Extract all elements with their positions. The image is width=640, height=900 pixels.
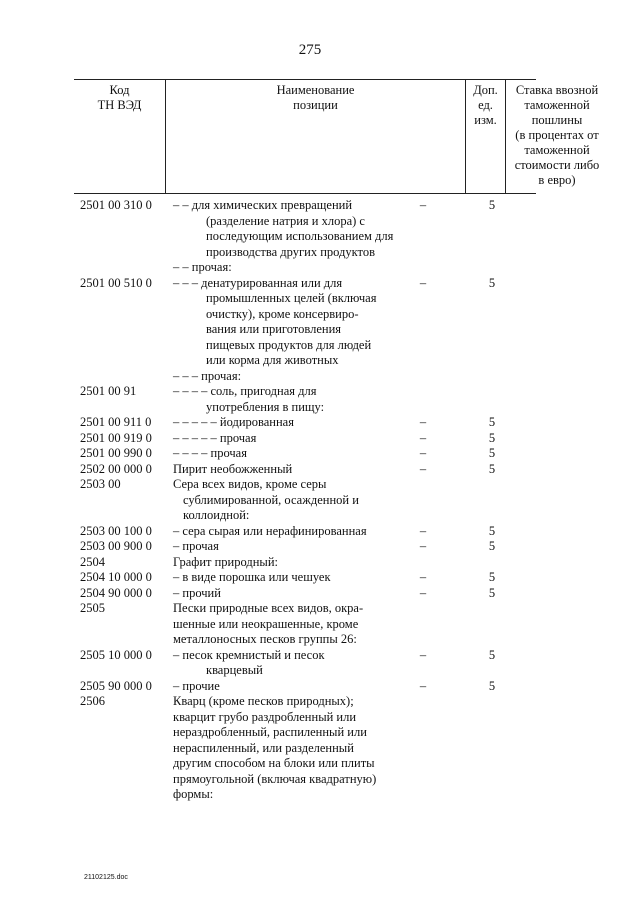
row-name (173, 477, 403, 524)
row-code: 2501 00 510 0 (80, 275, 152, 290)
header-name-line: позиции (293, 98, 338, 112)
row-name (173, 555, 403, 571)
row-unit: – (419, 430, 427, 445)
table-body (80, 198, 540, 803)
header-code-cell (74, 80, 166, 193)
table-row (80, 477, 540, 524)
header-unit-cell (466, 80, 506, 193)
row-name-line: или корма для животных (206, 353, 339, 367)
row-name-line: нераспиленный, или разделенный (173, 740, 354, 755)
header-unit-line: изм. (474, 113, 497, 127)
row-unit: – (419, 275, 427, 290)
table-row (80, 446, 540, 462)
table-row (80, 555, 540, 571)
row-name (173, 462, 403, 478)
row-unit: – (419, 523, 427, 538)
table-row (80, 570, 540, 586)
row-code: 2503 00 900 0 (80, 539, 152, 553)
row-name-line: – – для химических превращений (173, 198, 353, 212)
row-name-line: – – – – – йодированная (173, 415, 294, 429)
header-rate-cell (506, 80, 608, 193)
row-code: 2504 (80, 554, 105, 569)
row-code: 2504 90 000 0 (80, 585, 152, 600)
row-name-line: Кварц (кроме песков природных); (173, 694, 354, 708)
row-code: 2502 00 000 0 (80, 461, 152, 476)
row-code: 2501 00 310 0 (80, 198, 152, 212)
row-name (173, 446, 403, 462)
row-code: 2505 (80, 601, 105, 615)
row-code: 2501 00 990 0 (80, 446, 152, 460)
row-name (173, 384, 403, 415)
row-unit: – (419, 539, 427, 553)
table-row (80, 648, 540, 679)
row-name-line: – в виде порошка или чешуек (173, 570, 331, 584)
table-row (80, 524, 540, 540)
header-rate-line: таможенной (524, 98, 590, 112)
header-code-line: Код (109, 83, 130, 97)
table-row (80, 384, 540, 415)
row-name-line: – прочая (173, 539, 219, 553)
row-unit: – (419, 198, 427, 212)
row-name-line: промышленных целей (включая (206, 291, 377, 305)
row-name-line: нераздробленный, распиленный или (173, 725, 367, 739)
row-name-line: – – – – – прочая (173, 430, 257, 445)
row-name-line: – – прочая: (173, 260, 232, 274)
row-name-line: употребления в пищу: (206, 399, 325, 414)
row-name (173, 539, 403, 555)
row-name-line: Пирит необожженный (173, 461, 293, 476)
header-rate-line: в евро) (538, 173, 576, 187)
row-name (173, 415, 403, 431)
table-row (80, 260, 540, 276)
row-name (173, 276, 403, 369)
row-name-line: сублимированной, осажденной и (183, 492, 359, 507)
header-rate-line: пошлины (531, 113, 583, 127)
row-name-line: – прочие (173, 678, 220, 693)
row-name-line: другим способом на блоки или плиты (173, 756, 375, 770)
table-row (80, 431, 540, 447)
row-code: 2501 00 911 0 (80, 415, 152, 429)
header-rate-line: (в процентах от (515, 128, 599, 142)
table-row (80, 539, 540, 555)
row-code: 2503 00 100 0 (80, 523, 152, 538)
header-rate-line: таможенной (524, 143, 590, 157)
row-rate: 5 (488, 275, 496, 290)
header-name-line: Наименование (276, 83, 355, 97)
row-name-line: шенные или неокрашенные, кроме (173, 616, 359, 631)
row-name (173, 648, 403, 679)
row-code: 2501 00 91 (80, 384, 137, 398)
row-unit: – (419, 415, 427, 429)
row-code: 2505 10 000 0 (80, 647, 152, 662)
row-rate: 5 (488, 678, 496, 693)
row-name-line: прямоугольной (включая квадратную) (173, 771, 377, 786)
row-name-line: Сера всех видов, кроме серы (173, 477, 327, 491)
header-unit-line: ед. (478, 98, 493, 112)
row-name-line: металлоносных песков группы 26: (173, 632, 357, 646)
row-name-line: – песок кремнистый и песок (173, 647, 325, 662)
row-rate: 5 (488, 539, 496, 553)
row-name (173, 601, 403, 648)
row-name (173, 260, 403, 276)
table-row (80, 198, 540, 260)
row-name (173, 431, 403, 447)
row-rate: 5 (488, 461, 496, 476)
row-unit: – (419, 461, 427, 476)
row-name (173, 570, 403, 586)
row-name-line: Графит природный: (173, 554, 278, 569)
row-name-line: кварцит грубо раздробленный или (173, 709, 357, 724)
row-name-line: – – – прочая: (173, 368, 242, 383)
row-rate: 5 (488, 430, 496, 445)
header-rate-line: Ставка ввозной (515, 83, 599, 97)
row-name-line: – – – – прочая (173, 446, 247, 460)
row-name (173, 524, 403, 540)
row-code: 2506 (80, 694, 105, 708)
row-name-line: формы: (173, 787, 214, 801)
row-name-line: – сера сырая или нерафинированная (173, 523, 367, 538)
row-name-line: коллоидной: (183, 508, 250, 522)
row-name (173, 369, 403, 385)
row-code: 2503 00 (80, 477, 121, 491)
row-name-line: (разделение натрия и хлора) с (206, 213, 365, 228)
table-row (80, 601, 540, 648)
row-rate: 5 (488, 585, 496, 600)
row-name-line: – – – денатурированная или для (173, 275, 343, 290)
row-name-line: – – – – соль, пригодная для (173, 384, 317, 398)
header-name-cell (166, 80, 466, 193)
table-row (80, 276, 540, 369)
row-unit: – (419, 647, 427, 662)
row-rate: 5 (488, 198, 496, 212)
row-name-line: пищевых продуктов для людей (206, 337, 372, 352)
row-name-line: вания или приготовления (206, 322, 342, 336)
table-row (80, 369, 540, 385)
table-row (80, 586, 540, 602)
row-name-line: очистку), кроме консервиро- (206, 306, 359, 321)
row-name-line: кварцевый (206, 663, 263, 677)
row-name (173, 586, 403, 602)
table-row (80, 415, 540, 431)
header-rate-line: стоимости либо (514, 158, 600, 172)
row-unit: – (419, 446, 427, 460)
row-name-line: Пески природные всех видов, окра- (173, 601, 364, 615)
row-name-line: – прочий (173, 585, 221, 600)
table-header (74, 79, 600, 194)
page-number: 275 (298, 42, 322, 58)
header-unit-line: Доп. (473, 83, 498, 97)
row-name (173, 694, 403, 803)
row-unit: – (419, 585, 427, 600)
row-rate: 5 (488, 570, 496, 584)
row-name-line: последующим использованием для (206, 229, 394, 243)
row-code: 2504 10 000 0 (80, 570, 152, 584)
row-rate: 5 (488, 446, 496, 460)
table-row (80, 694, 540, 803)
row-code: 2505 90 000 0 (80, 678, 152, 693)
row-code: 2501 00 919 0 (80, 430, 152, 445)
row-name-line: производства других продуктов (206, 244, 375, 259)
row-rate: 5 (488, 523, 496, 538)
row-unit: – (419, 570, 427, 584)
row-unit: – (419, 678, 427, 693)
row-name (173, 679, 403, 695)
row-name (173, 198, 403, 260)
row-rate: 5 (488, 647, 496, 662)
table-row (80, 679, 540, 695)
table-row (80, 462, 540, 478)
header-code-line: ТН ВЭД (97, 98, 142, 112)
row-rate: 5 (488, 415, 496, 429)
footer-filename: 21102125.doc (84, 874, 128, 881)
